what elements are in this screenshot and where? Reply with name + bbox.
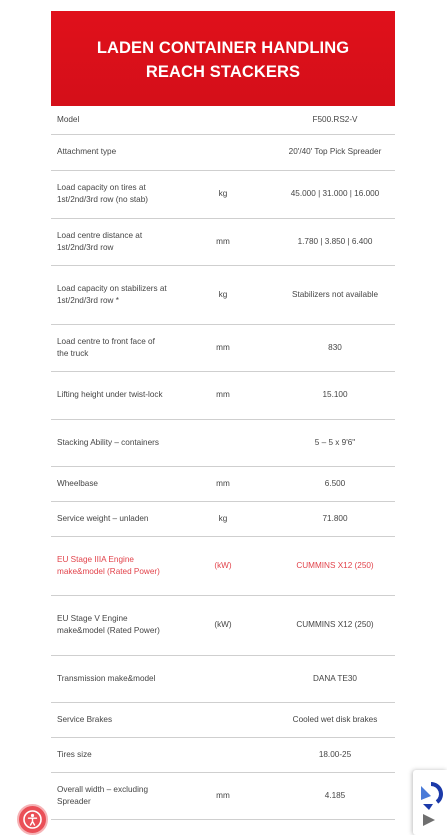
spec-unit: (kW) (171, 595, 275, 655)
header-title-line1: LADEN CONTAINER HANDLING (96, 39, 350, 57)
spec-unit (171, 419, 275, 466)
spec-unit: kg (171, 265, 275, 324)
spec-table-body (51, 106, 395, 819)
spec-unit: (kW) (171, 536, 275, 595)
spec-param: Load centre distance at 1st/2nd/3rd row (51, 218, 171, 265)
accessibility-button[interactable] (17, 804, 48, 835)
spec-row (51, 265, 395, 324)
spec-value: 20'/40' Top Pick Spreader (275, 134, 395, 170)
spec-value: 15.100 (275, 371, 395, 419)
spec-value: 45.000 | 31.000 | 16.000 (275, 170, 395, 218)
spec-value: F500.RS2-V (275, 106, 395, 134)
spec-value: 830 (275, 324, 395, 371)
spec-param: Attachment type (51, 134, 171, 170)
spec-value: Cooled wet disk brakes (275, 702, 395, 737)
spec-row (51, 106, 395, 134)
spec-row (51, 134, 395, 170)
spec-row (51, 466, 395, 501)
spec-param: Overall width – excluding Spreader (51, 772, 171, 819)
spec-param: Stacking Ability – containers (51, 419, 171, 466)
accessibility-icon (19, 806, 46, 833)
spec-header (51, 11, 395, 106)
spec-unit: mm (171, 324, 275, 371)
spec-row (51, 595, 395, 655)
recaptcha-icon (413, 770, 447, 835)
spec-value: 1.780 | 3.850 | 6.400 (275, 218, 395, 265)
spec-param: Load capacity on stabilizers at 1st/2nd/3rd row * (51, 265, 171, 324)
spec-unit (171, 655, 275, 702)
spec-param: Load centre to front face of the truck (51, 324, 171, 371)
recaptcha-badge[interactable] (413, 770, 447, 835)
spec-row (51, 772, 395, 819)
spec-param: Lifting height under twist-lock (51, 371, 171, 419)
spec-table (51, 106, 395, 820)
spec-row (51, 702, 395, 737)
spec-value: DANA TE30 (275, 655, 395, 702)
spec-unit: kg (171, 501, 275, 536)
spec-unit: kg (171, 170, 275, 218)
spec-value: CUMMINS X12 (250) (275, 536, 395, 595)
spec-row (51, 655, 395, 702)
spec-card (51, 11, 395, 820)
spec-unit: mm (171, 466, 275, 501)
spec-row (51, 324, 395, 371)
spec-unit (171, 134, 275, 170)
spec-param: Model (51, 106, 171, 134)
spec-value: CUMMINS X12 (250) (275, 595, 395, 655)
spec-unit (171, 106, 275, 134)
spec-value: 4.185 (275, 772, 395, 819)
spec-param: Tires size (51, 737, 171, 772)
spec-param: EU Stage V Engine make&model (Rated Power) (51, 595, 171, 655)
spec-unit: mm (171, 772, 275, 819)
spec-unit (171, 737, 275, 772)
spec-unit: mm (171, 371, 275, 419)
spec-param: EU Stage IIIA Engine make&model (Rated Power) (51, 536, 171, 595)
spec-param: Service weight – unladen (51, 501, 171, 536)
spec-row (51, 501, 395, 536)
header-title-line2: REACH STACKERS (145, 63, 301, 81)
spec-row (51, 536, 395, 595)
spec-row (51, 218, 395, 265)
spec-unit (171, 702, 275, 737)
spec-value: Stabilizers not available (275, 265, 395, 324)
spec-row (51, 170, 395, 218)
spec-row (51, 371, 395, 419)
spec-value: 5 – 5 x 9'6" (275, 419, 395, 466)
spec-value: 71.800 (275, 501, 395, 536)
spec-param: Wheelbase (51, 466, 171, 501)
spec-row (51, 737, 395, 772)
spec-param: Service Brakes (51, 702, 171, 737)
spec-param: Transmission make&model (51, 655, 171, 702)
spec-row (51, 419, 395, 466)
spec-value: 6.500 (275, 466, 395, 501)
spec-param: Load capacity on tires at 1st/2nd/3rd row (no stab) (51, 170, 171, 218)
spec-unit: mm (171, 218, 275, 265)
spec-value: 18.00-25 (275, 737, 395, 772)
